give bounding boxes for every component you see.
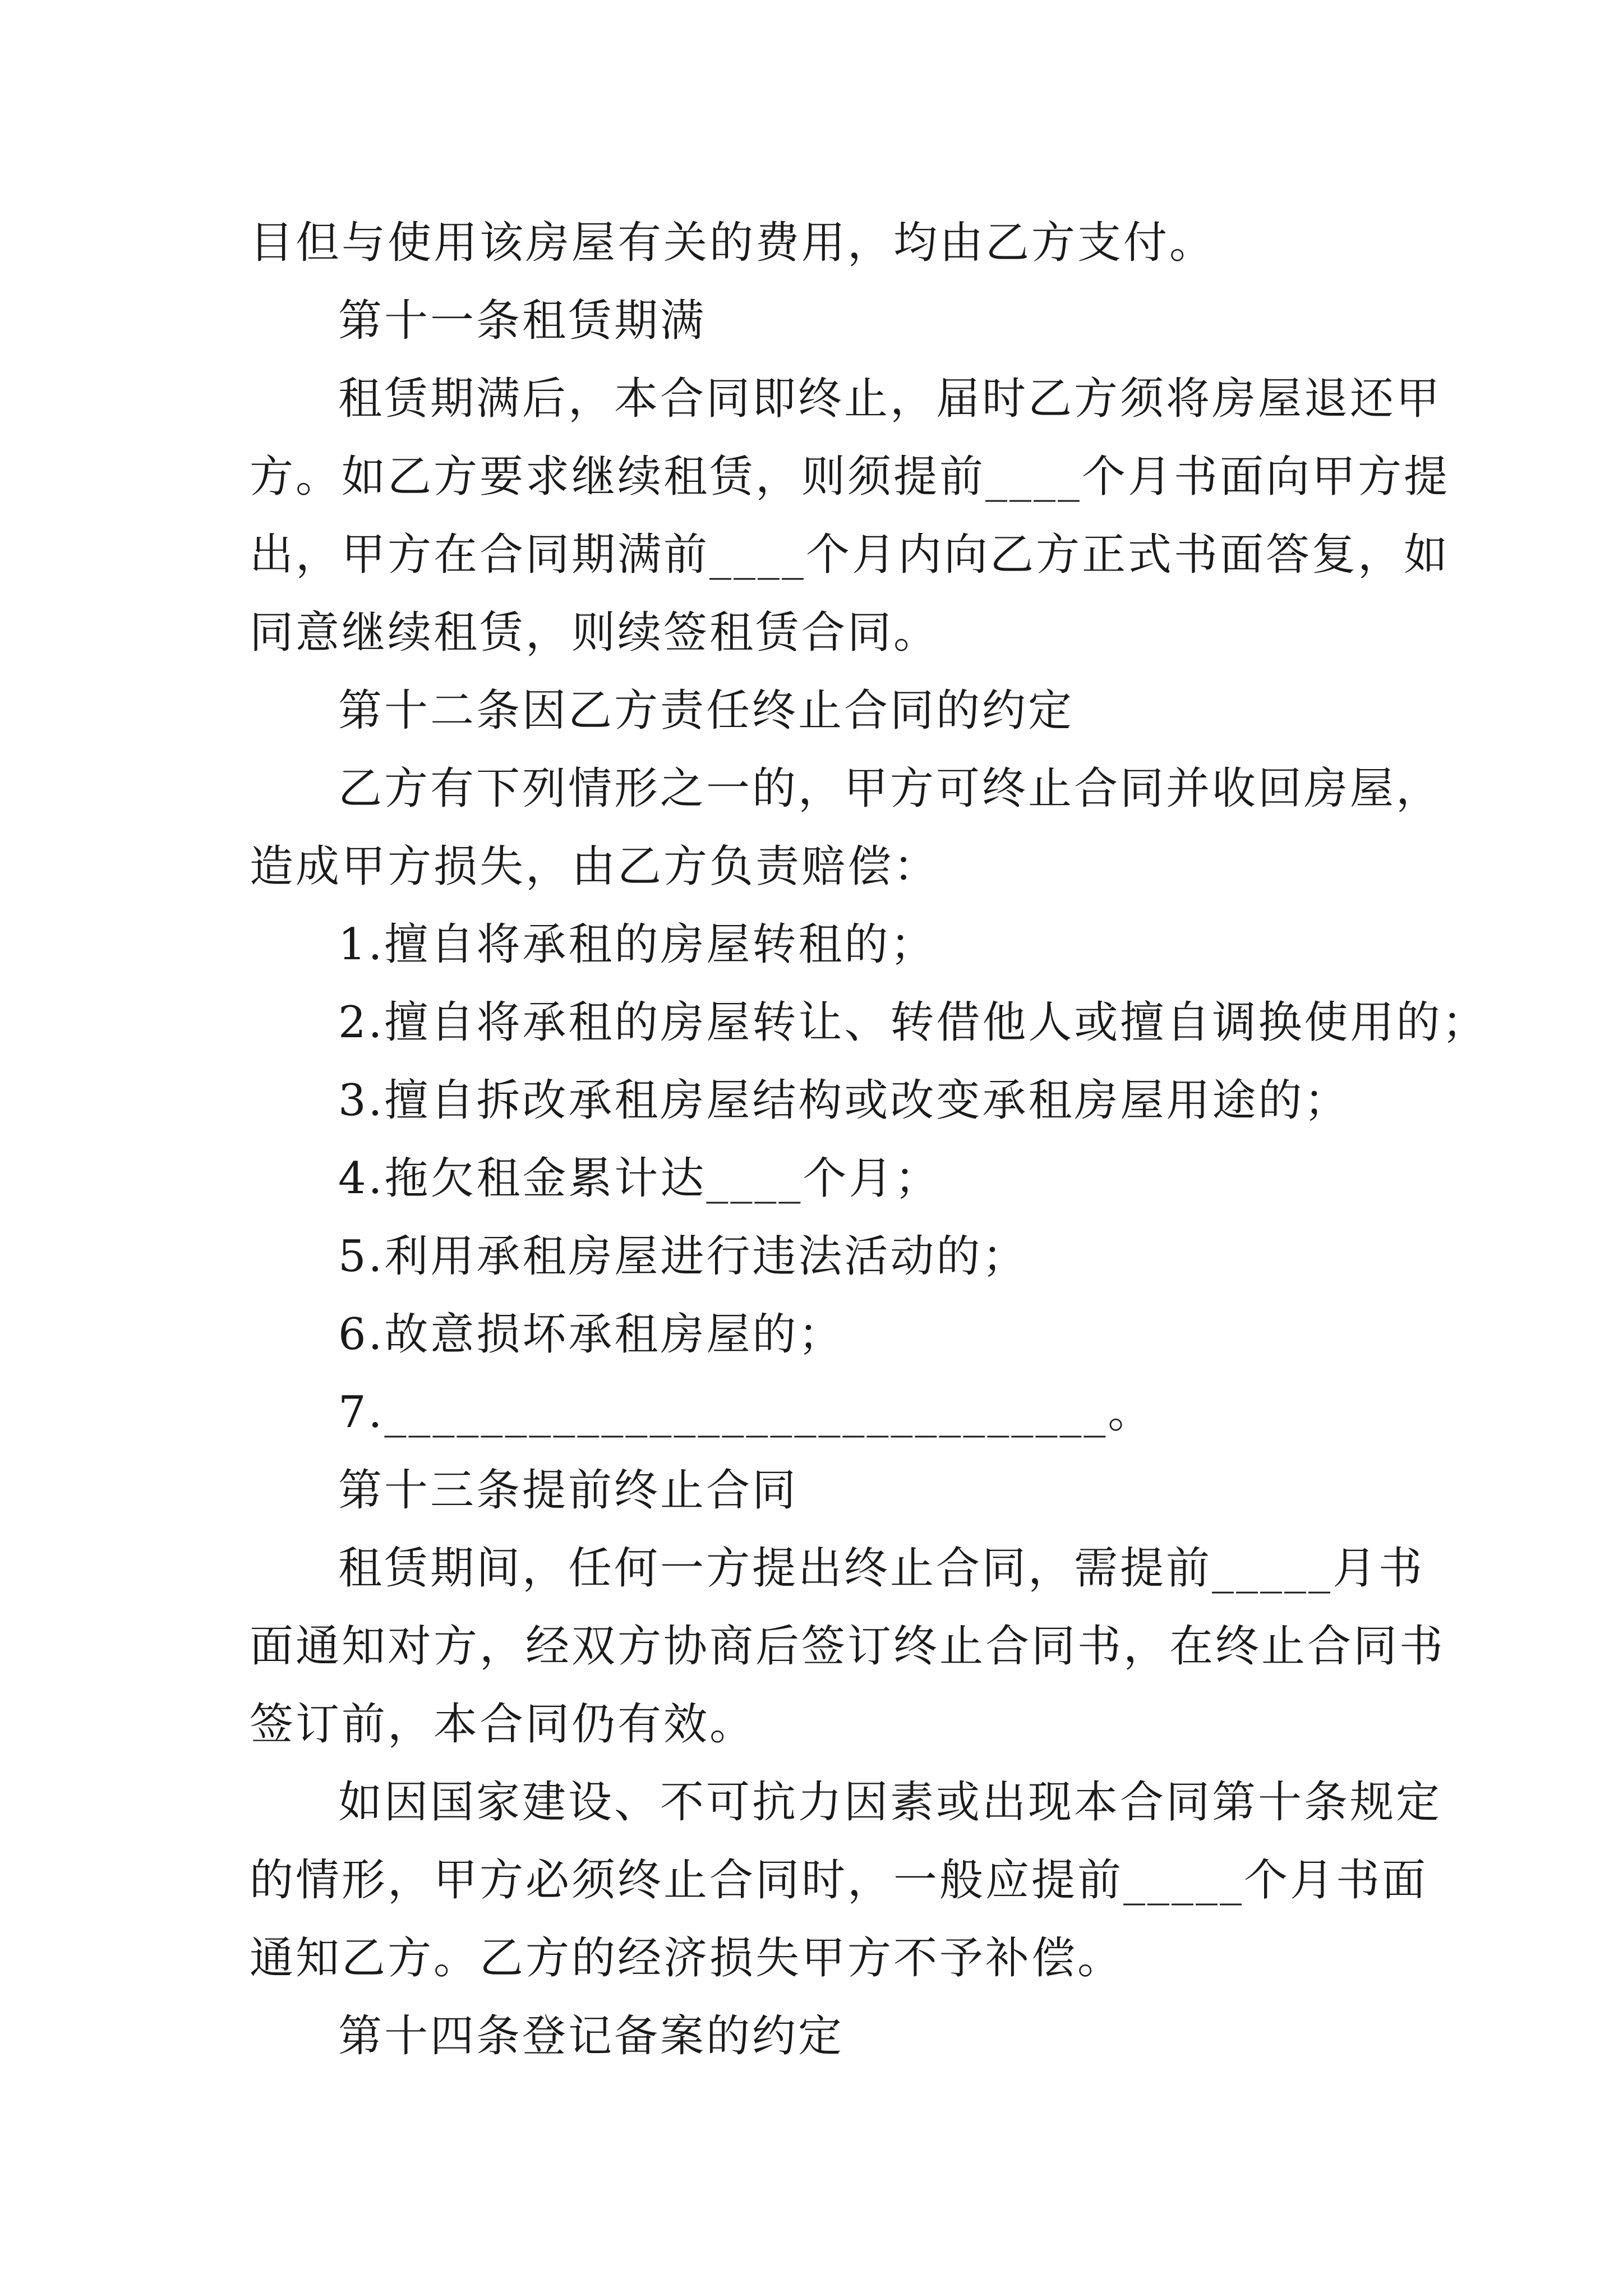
paragraph-line: 造成甲方损失，由乙方负责赔偿： <box>250 841 940 892</box>
list-item: 5.利用承租房屋进行违法活动的； <box>338 1231 1029 1282</box>
paragraph-line: 面通知对方，经双方协商后签订终止合同书，在终止合同书 <box>250 1621 1446 1672</box>
paragraph-line: 租赁期满后，本合同即终止，届时乙方须将房屋退还甲 <box>338 374 1442 424</box>
list-item: 6.故意损坏承租房屋的； <box>338 1309 845 1360</box>
article-heading: 第十三条提前终止合同 <box>338 1465 799 1516</box>
paragraph-line: 同意继续租赁，则续签租赁合同。 <box>250 608 940 658</box>
list-item: 3.擅自拆改承租房屋结构或改变承租房屋用途的； <box>338 1075 1350 1126</box>
article-heading: 第十四条登记备案的约定 <box>338 2011 845 2062</box>
paragraph-line: 出，甲方在合同期满前____个月内向乙方正式书面答复，如 <box>250 530 1450 580</box>
paragraph-line: 签订前，本合同仍有效。 <box>250 1699 756 1750</box>
list-item: 4.拖欠租金累计达____个月； <box>338 1153 941 1204</box>
paragraph-line: 的情形，甲方必须终止合同时，一般应提前_____个月书面 <box>250 1855 1428 1906</box>
paragraph-line: 通知乙方。乙方的经济损失甲方不予补偿。 <box>250 1933 1124 1984</box>
paragraph-line: 目但与使用该房屋有关的费用，均由乙方支付。 <box>250 218 1216 268</box>
paragraph-line: 如因国家建设、不可抗力因素或出现本合同第十条规定 <box>338 1777 1442 1828</box>
paragraph-line: 方。如乙方要求继续租赁，则须提前____个月书面向甲方提 <box>250 452 1450 502</box>
article-heading: 第十一条租赁期满 <box>338 296 707 346</box>
paragraph-line: 乙方有下列情形之一的，甲方可终止合同并收回房屋， <box>338 763 1442 814</box>
article-heading: 第十二条因乙方责任终止合同的约定 <box>338 685 1075 736</box>
list-item: 1.擅自将承租的房屋转租的； <box>338 919 937 970</box>
list-item: 2.擅自将承租的房屋转让、转借他人或擅自调换使用的； <box>338 997 1488 1048</box>
list-item: 7.______________________________。 <box>338 1387 1154 1438</box>
paragraph-line: 租赁期间，任何一方提出终止合同，需提前_____月书 <box>338 1543 1425 1594</box>
